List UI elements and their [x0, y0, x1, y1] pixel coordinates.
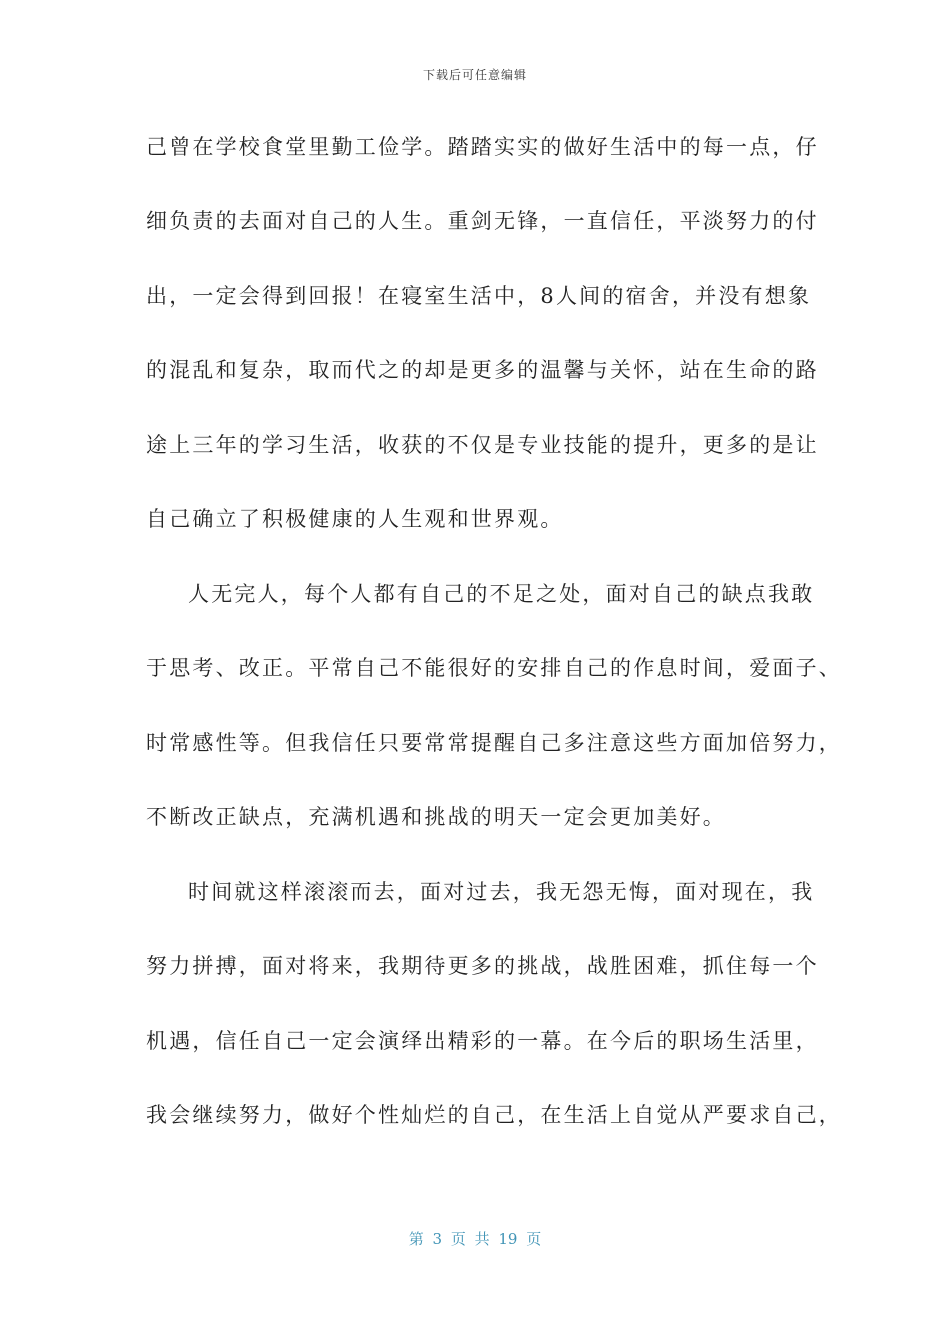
text-line: 细负责的去面对自己的人生。重剑无锋，一直信任，平淡努力的付 [146, 209, 819, 233]
text-line: 出，一定会得到回报！在寝室生活中，8人间的宿舍，并没有想象 [146, 284, 812, 308]
text-line: 努力拼搏，面对将来，我期待更多的挑战，战胜困难，抓住每一个 [146, 954, 819, 978]
page-footer [0, 1228, 950, 1249]
text-line: 于思考、改正。平常自己不能很好的安排自己的作息时间，爱面子、 [146, 656, 842, 680]
footer-prefix: 第 [408, 1230, 424, 1248]
total-pages-number: 19 [498, 1230, 518, 1248]
text-line: 的混乱和复杂，取而代之的却是更多的温馨与关怀，站在生命的路 [146, 358, 819, 382]
text-line: 途上三年的学习生活，收获的不仅是专业技能的提升，更多的是让 [146, 433, 819, 457]
footer-suffix: 页 [526, 1230, 542, 1248]
header-note: 下载后可任意编辑 [422, 68, 527, 82]
text-line: 自己确立了积极健康的人生观和世界观。 [146, 507, 564, 531]
paragraph-first-line: 人无完人，每个人都有自己的不足之处，面对自己的缺点我敢 [188, 582, 815, 606]
paragraph-first-line: 时间就这样滚滚而去，面对过去，我无怨无悔，面对现在，我 [188, 880, 815, 904]
text-line: 己曾在学校食堂里勤工俭学。踏踏实实的做好生活中的每一点，仔 [146, 135, 819, 159]
text-line: 时常感性等。但我信任只要常常提醒自己多注意这些方面加倍努力， [146, 731, 842, 755]
text-line: 不断改正缺点，充满机遇和挑战的明天一定会更加美好。 [146, 805, 726, 829]
text-line: 我会继续努力，做好个性灿烂的自己，在生活上自觉从严要求自己， [146, 1103, 842, 1127]
text-line: 机遇，信任自己一定会演绎出精彩的一幕。在今后的职场生活里， [146, 1029, 819, 1053]
current-page-number: 3 [432, 1230, 443, 1248]
footer-middle: 页 共 [450, 1230, 490, 1248]
